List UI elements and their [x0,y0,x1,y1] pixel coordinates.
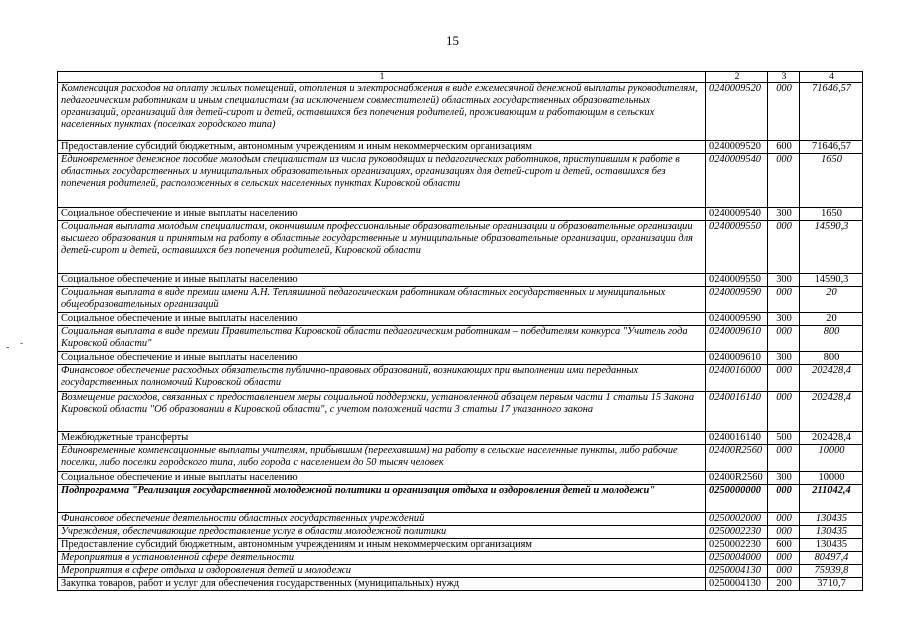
row-name: Социальная выплата в виде премии Правительства Кировской области педагогическим работникам – победителям конкурса "Учитель года Кировской области" [58,326,706,352]
row-code: 02400R2560 [706,445,768,472]
row-name: Предоставление субсидий бюджетным, автономным учреждениям и иным некоммерческим организациям [58,539,706,552]
row-type: 600 [768,141,800,154]
table-row [58,287,863,313]
row-sum: 14590,3 [800,274,863,287]
row-code: 0250000000 [706,485,768,513]
row-type: 300 [768,352,800,365]
row-type: 000 [768,365,800,392]
row-code: 0250004130 [706,565,768,578]
row-sum: 75939,8 [800,565,863,578]
table-row [58,221,863,274]
row-sum: 202428,4 [800,365,863,392]
row-code: 02400R2560 [706,472,768,485]
row-name: Возмещение расходов, связанных с предоставлением меры социальной поддержки, установленной абзацем первым части 1 статьи 15 Закона Кировской области "Об образовании в Кировской области", с учетом положений части 3 статьи 17 указанного закона [58,392,706,432]
row-code: 0240009610 [706,326,768,352]
row-name: Единовременное денежное пособие молодым специалистам из числа руководящих и педагогических работников, приступившим к работе в областных государственных и муниципальных образовательных организациях, организациях для детей-сирот и детей, оставшихся без попечения родителей, расположенных в сельских населенных пунктах Кировской области [58,154,706,208]
row-code: 0250002230 [706,539,768,552]
table-row [58,432,863,445]
row-name: Финансовое обеспечение расходных обязательств публично-правовых образований, возникающих при выполнении ими переданных государственных полномочий Кировской области [58,365,706,392]
row-code: 0240009520 [706,83,768,141]
table-row [58,578,863,591]
row-code: 0240009610 [706,352,768,365]
table-row [58,141,863,154]
row-code: 0250002000 [706,513,768,526]
row-name: Подпрограмма "Реализация государственной молодежной политики и организация отдыха и оздоровления детей и молодежи" [58,485,706,513]
row-name: Закупка товаров, работ и услуг для обеспечения государственных (муниципальных) нужд [58,578,706,591]
table-row [58,313,863,326]
row-name: Компенсация расходов на оплату жилых помещений, отопления и электроснабжения в виде ежемесячной денежной выплаты руководителям, педагогическим работникам и иным специалистам (за исключением совместителей) областных государственных образовательных организаций, организаций для детей-сирот и детей, оставшихся без попечения родителей, проживающим и работающим в сельских населенных пунктах (поселках городского типа) [58,83,706,141]
header-col-1: 1 [58,72,706,83]
row-sum: 71646,57 [800,83,863,141]
row-name: Единовременные компенсационные выплаты учителям, прибывшим (переехавшим) на работу в сельские населенные пункты, либо рабочие поселки, либо поселки городского типа, либо города с населением до 50 тысяч человек [58,445,706,472]
row-name: Социальная выплата в виде премии имени А.Н. Тепляшиной педагогическим работникам областных государственных и муниципальных общеобразовательных организаций [58,287,706,313]
row-code: 0240016140 [706,392,768,432]
header-col-3: 3 [768,72,800,83]
row-sum: 130435 [800,539,863,552]
row-name: Социальная выплата молодым специалистам, окончившим профессиональные образовательные организации и образовательные организации высшего образования и принятым на работу в областные государственные и муниципальные образовательные организации, организации для детей-сирот и детей, оставшихся без попечения родителей, Кировской области [58,221,706,274]
row-type: 200 [768,578,800,591]
table-row [58,352,863,365]
row-sum: 10000 [800,445,863,472]
row-sum: 800 [800,326,863,352]
row-name: Мероприятия в сфере отдыха и оздоровления детей и молодежи [58,565,706,578]
row-code: 0250002230 [706,526,768,539]
table-row [58,365,863,392]
row-sum: 10000 [800,472,863,485]
row-code: 0240009520 [706,141,768,154]
row-type: 300 [768,313,800,326]
table-row [58,274,863,287]
row-type: 000 [768,445,800,472]
row-name: Межбюджетные трансферты [58,432,706,445]
row-sum: 800 [800,352,863,365]
row-sum: 71646,57 [800,141,863,154]
row-type: 000 [768,513,800,526]
row-code: 0240009540 [706,154,768,208]
table-row [58,445,863,472]
table-row [58,472,863,485]
row-type: 000 [768,287,800,313]
table-row [58,565,863,578]
row-sum: 20 [800,287,863,313]
table-row [58,326,863,352]
row-code: 0240016140 [706,432,768,445]
row-name: Учреждения, обеспечивающие предоставление услуг в области молодежной политики [58,526,706,539]
table-row [58,539,863,552]
row-sum: 202428,4 [800,392,863,432]
row-type: 300 [768,274,800,287]
row-code: 0240009590 [706,287,768,313]
row-type: 000 [768,485,800,513]
row-sum: 1650 [800,154,863,208]
row-type: 000 [768,526,800,539]
row-name: Мероприятия в установленной сфере деятельности [58,552,706,565]
row-type: 300 [768,472,800,485]
row-sum: 1650 [800,208,863,221]
row-name: Финансовое обеспечение деятельности областных государственных учреждений [58,513,706,526]
header-col-4: 4 [800,72,863,83]
header-col-2: 2 [706,72,768,83]
row-type: 000 [768,221,800,274]
table-row [58,526,863,539]
row-type: 000 [768,565,800,578]
table-row [58,83,863,141]
row-name: Социальное обеспечение и иные выплаты населению [58,274,706,287]
row-sum: 130435 [800,513,863,526]
row-code: 0250004130 [706,578,768,591]
row-code: 0240009550 [706,221,768,274]
row-sum: 202428,4 [800,432,863,445]
row-type: 300 [768,208,800,221]
row-sum: 211042,4 [800,485,863,513]
row-sum: 20 [800,313,863,326]
row-type: 000 [768,326,800,352]
row-code: 0250004000 [706,552,768,565]
row-type: 000 [768,552,800,565]
row-code: 0240016000 [706,365,768,392]
budget-table [57,71,863,591]
row-code: 0240009590 [706,313,768,326]
table-row [58,485,863,513]
table-row [58,513,863,526]
row-type: 500 [768,432,800,445]
row-sum: 3710,7 [800,578,863,591]
table-row [58,154,863,208]
table-row [58,208,863,221]
table-row [58,392,863,432]
margin-mark: - ˘ [6,342,28,353]
row-sum: 14590,3 [800,221,863,274]
table-row [58,552,863,565]
table-header-row [58,72,863,83]
row-name: Социальное обеспечение и иные выплаты населению [58,352,706,365]
row-type: 000 [768,154,800,208]
row-type: 000 [768,392,800,432]
page-number: 15 [446,33,459,48]
row-sum: 80497,4 [800,552,863,565]
row-type: 000 [768,83,800,141]
row-sum: 130435 [800,526,863,539]
row-name: Социальное обеспечение и иные выплаты населению [58,472,706,485]
row-name: Социальное обеспечение и иные выплаты населению [58,313,706,326]
row-code: 0240009550 [706,274,768,287]
row-code: 0240009540 [706,208,768,221]
row-name: Предоставление субсидий бюджетным, автономным учреждениям и иным некоммерческим организациям [58,141,706,154]
row-name: Социальное обеспечение и иные выплаты населению [58,208,706,221]
row-type: 600 [768,539,800,552]
